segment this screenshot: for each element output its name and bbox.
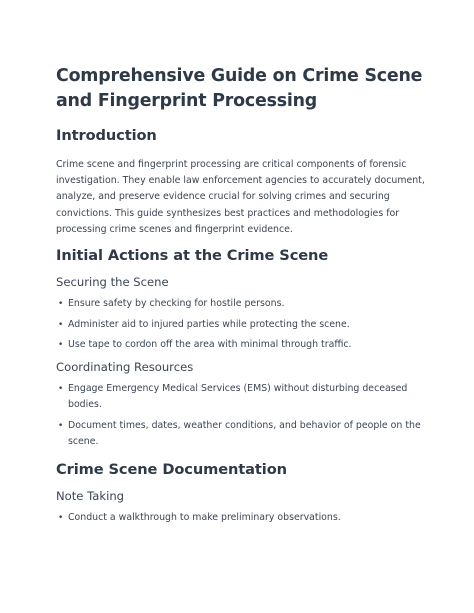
document-title: Comprehensive Guide on Crime Scene and Fingerprint Processing (56, 66, 423, 111)
coordinating-resources-list (56, 381, 426, 450)
list-item-text: Administer aid to injured parties while protecting the scene. (68, 318, 350, 330)
intro-paragraph: Crime scene and fingerprint processing are critical components of forensic investigation. They enable law enforcement agencies to accurately document, analyze, and preserve evidence crucial for solving crimes and securing convictions. This guide synthesizes best practices and methodologies for processing crime scenes and fingerprint evidence. (56, 159, 425, 235)
section-heading-introduction: Introduction (56, 127, 157, 144)
bullet-icon: • (58, 512, 64, 523)
bullet-icon: • (58, 319, 64, 330)
list-item (56, 510, 426, 526)
bullet-icon: • (58, 420, 64, 431)
securing-scene-list (56, 296, 426, 354)
bullet-icon: • (58, 299, 64, 310)
list-item-text: Engage Emergency Medical Services (EMS) without disturbing deceased bodies. (68, 382, 408, 410)
list-item-text: Ensure safety by checking for hostile persons. (68, 298, 285, 310)
list-item (56, 296, 426, 312)
list-item (56, 337, 426, 353)
section-heading-initial-actions: Initial Actions at the Crime Scene (56, 247, 329, 265)
subheading-coordinating-resources: Coordinating Resources (56, 359, 194, 374)
note-taking-list (56, 510, 426, 526)
bullet-icon: • (58, 383, 64, 394)
list-item-text: Document times, dates, weather conditions, and behavior of people on the scene. (68, 419, 421, 447)
subheading-note-taking: Note Taking (56, 488, 125, 503)
list-item (56, 418, 426, 450)
list-item (56, 381, 426, 413)
subheading-securing-scene: Securing the Scene (56, 275, 169, 290)
section-heading-documentation: Crime Scene Documentation (56, 460, 287, 478)
list-item-text: Use tape to cordon off the area with minimal through traffic. (68, 339, 352, 351)
list-item-text: Conduct a walkthrough to make preliminary observations. (68, 511, 341, 523)
document-page (56, 64, 426, 526)
list-item (56, 317, 426, 333)
bullet-icon: • (58, 340, 64, 351)
